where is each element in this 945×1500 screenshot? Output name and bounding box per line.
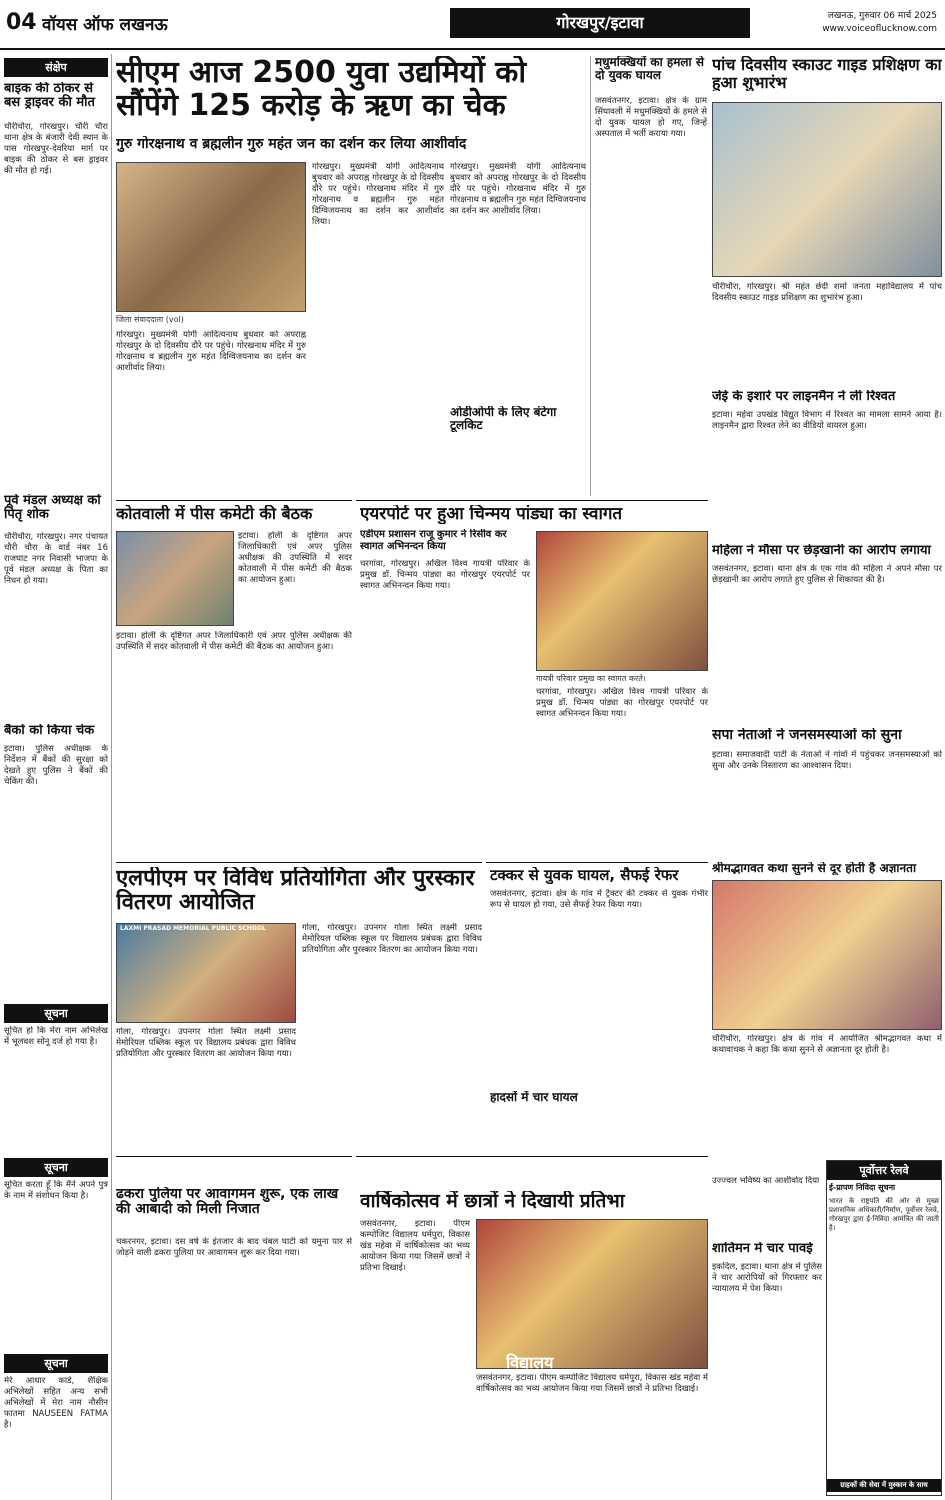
sidebar-story1-headline: बाइक की ठोकर से बस ड्राइवर की मौत	[4, 82, 95, 111]
lpm-story	[116, 862, 482, 1152]
railway-body: भारत के राष्ट्रपति की ओर से मुख्य प्रशासनिक अधिकारी/निर्माण, पूर्वोत्तर रेलवे, गोरखपुर द्वारा ई-निविदा आमंत्रित की जाती है।	[829, 1197, 939, 1233]
page-number: 04	[6, 10, 37, 35]
annual-body-2: जसवंतनगर, इटावा। पीएम कम्पोजिट विद्यालय धर्मपुरा, विकास खंड महेवा में वार्षिकोत्सव का भव्य आयोजन किया गया जिसमें छात्रों ने प्रतिभा दिखाई।	[476, 1373, 708, 1395]
annual-headline: वार्षिकोत्सव में छात्रों ने दिखायी प्रतिभा	[360, 1191, 625, 1212]
katha-story	[712, 862, 942, 1152]
culvert-headline: ढकरा पुलिया पर आवागमन शुरू, एक लाख की आबादी को मिली निजात	[116, 1187, 339, 1218]
sidebar-story3-body: इटावा। पुलिस अधीक्षक के निर्देशन में बैंकों की सुरक्षा को देखते हुए पुलिस ने बैंकों की चेकिंग की।	[4, 744, 108, 788]
lead-headline: सीएम आज 2500 युवा उद्यमियों को सौंपेंगे 125 करोड़ के ऋण का चेक	[116, 56, 527, 122]
paper-name: वॉयस ऑफ लखनऊ	[42, 15, 168, 35]
bees-headline: मधुमक्खियों का हमला से दो युवक घायल	[595, 56, 704, 83]
notice2-label: सूचना	[4, 1158, 108, 1177]
notice1-body: सूचित हो कि मेरा नाम अभिलेख में भूलवश सोनू दर्ज हो गया है।	[4, 1026, 108, 1048]
date-line	[822, 10, 937, 36]
lead-photo-caption: जिला संवाददाता (vol)	[116, 315, 184, 324]
sidebar-label: संक्षेप	[4, 58, 108, 77]
woman-story	[712, 544, 942, 724]
lpm-headline: एलपीएम पर विविध प्रतियोगिता और पुरस्कार वितरण आयोजित	[116, 867, 475, 916]
kotwali-photo	[116, 531, 234, 626]
lpm-body: गोला, गोरखपुर। उपनगर गोला स्थित लक्ष्मी प्रसाद मेमोरियल पब्लिक स्कूल पर विद्यालय प्रबंधक द्वारा विविध प्रतियोगिता और पुरस्कार वितरण का आयोजन किया गया।	[116, 1027, 296, 1060]
katha-photo	[712, 880, 942, 1030]
website-link[interactable]: www.voiceoflucknow.com	[822, 24, 937, 34]
culvert-body: चकरनगर, इटावा। दस वर्ष के इंतजार के बाद चंबल घाटी को यमुना पार से जोड़ने वाली ढकरा पुलिया पर आवागमन शुरू कर दिया गया।	[116, 1237, 352, 1259]
kotwali-body: इटावा। होली के दृष्टिगत अपर जिलाधिकारी एवं अपर पुलिस अधीक्षक की उपस्थिति में सदर कोतवाली में पीस कमेटी की बैठक का आयोजन हुआ।	[116, 631, 352, 653]
railway-label: पूर्वोत्तर रेलवे	[827, 1161, 941, 1180]
scout-headline: पांच दिवसीय स्काउट गाइड प्रशिक्षण का हुआ शुभारंभ	[712, 56, 942, 92]
katha-body: चौरीचौरा, गोरखपुर। क्षेत्र के गांव में आयोजित श्रीमद्भागवत कथा में कथावाचक ने कहा कि कथा सुनने से अज्ञानता दूर होती है।	[712, 1034, 942, 1056]
katha-headline: श्रीमद्भागवत कथा सुनने से दूर होती है अज्ञानता	[712, 862, 917, 875]
sp-headline: सपा नेताओं ने जनसमस्याओं को सुना	[712, 728, 902, 743]
annual-body: जसवंतनगर, इटावा। पीएम कम्पोजिट विद्यालय धर्मपुरा, विकास खंड महेवा में वार्षिकोत्सव का भव्य आयोजन किया गया जिसमें छात्रों ने प्रतिभा दिखाई।	[360, 1219, 470, 1274]
sp-body: इटावा। समाजवादी पार्टी के नेताओं ने गांवों में पहुंचकर जनसमस्याओं को सुना और उनके निस्तारण का आश्वासन दिया।	[712, 750, 942, 772]
airport-photo-caption: गायत्री परिवार प्रमुख का स्वागत करते।	[536, 674, 646, 683]
sidebar-story2-body: चौरीचौरा, गोरखपुर। नगर पंचायत चौरी चौरा के वार्ड नंबर 16 राजघाट नगर निवासी भाजपा के पूर्व मंडल अध्यक्ष के पिता का निधन हो गया।	[4, 532, 108, 587]
sp-story	[712, 728, 942, 858]
scout-body: चौरीचौरा, गोरखपुर। श्री महंत छेदी शर्मा जनता महाविद्यालय में पांच दिवसीय स्काउट गाइड प्रशिक्षण का शुभारंभ हुआ।	[712, 282, 942, 304]
lead-photo	[116, 162, 306, 312]
masthead	[0, 0, 945, 50]
bees-story	[590, 56, 708, 496]
lead-subhead: गुरु गोरक्षनाथ व ब्रह्मलीन गुरु महंत जन का दर्शन कर लिया आशीर्वाद	[116, 136, 467, 152]
sidebar	[0, 54, 112, 1500]
airport-body: चरगांवा, गोरखपुर। अखिल विश्व गायत्री परिवार के प्रमुख डॉ. चिन्मय पांड्या का गोरखपुर एयरपोर्ट पर स्वागत अभिनन्दन किया गया।	[360, 559, 530, 592]
woman-body: जसवंतनगर, इटावा। थाना क्षेत्र के एक गांव की महिला ने अपने मौसा पर छेड़खानी का आरोप लगाते हुए पुलिस से शिकायत की है।	[712, 564, 942, 586]
notice1-label: सूचना	[4, 1004, 108, 1023]
bribe-story	[712, 390, 942, 540]
notice3-body: मेरे आधार कार्ड, शैक्षिक अभिलेखों सहित अन्य सभी अभिलेखों में मेरा नाम नौसीन फातमा NAUSEEN FATMA है।	[4, 1376, 108, 1431]
ambulance-body: इकदिल, इटावा। थाना क्षेत्र में पुलिस ने चार आरोपियों को गिरफ्तार कर न्यायालय में पेश किया।	[712, 1262, 822, 1295]
notice2-body: सूचित करता हूँ कि मैंने अपने पुत्र के नाम में संशोधन किया है।	[4, 1180, 108, 1202]
lpm-photo	[116, 923, 296, 1023]
railway-notice	[826, 1160, 942, 1496]
lead-body-col1: गोरखपुर। मुख्यमंत्री योगी आदित्यनाथ बुधवार को अपराह्न गोरखपुर के दो दिवसीय दौरे पर पहुंचे। गोरखनाथ मंदिर में गुरु गोरक्षनाथ व ब्रह्मलीन गुरु महंत दिग्विजयनाथ का दर्शन कर आशीर्वाद लिया।	[116, 330, 306, 374]
annual-banner: विद्यालय	[506, 1353, 554, 1372]
notice3-label: सूचना	[4, 1354, 108, 1373]
scout-story	[712, 56, 942, 386]
city-banner: गोरखपुर/इटावा	[450, 8, 750, 38]
woman-headline: महिला ने मौसा पर छेड़खानी का आरोप लगाया	[712, 544, 931, 558]
airport-story	[356, 500, 708, 860]
bribe-headline: जेई के इशारे पर लाइनमैन ने ली रिश्वत	[712, 390, 896, 404]
lpm-body-2: गोला, गोरखपुर। उपनगर गोला स्थित लक्ष्मी प्रसाद मेमोरियल पब्लिक स्कूल पर विद्यालय प्रबंधक द्वारा विविध प्रतियोगिता और पुरस्कार वितरण का आयोजन किया गया।	[302, 923, 482, 956]
airport-body-2: चरगांवा, गोरखपुर। अखिल विश्व गायत्री परिवार के प्रमुख डॉ. चिन्मय पांड्या का गोरखपुर एयरपोर्ट पर स्वागत अभिनन्दन किया गया।	[536, 687, 708, 720]
tractor-inset-headline: हादसों में चार घायल	[490, 1091, 578, 1104]
sidebar-story3-headline: बैंकों को किया चेक	[4, 724, 95, 738]
lead-body-col2: गोरखपुर। मुख्यमंत्री योगी आदित्यनाथ बुधवार को अपराह्न गोरखपुर के दो दिवसीय दौरे पर पहुंचे। गोरखनाथ मंदिर में गुरु गोरक्षनाथ व ब्रह्मलीन गुरु महंत दिग्विजयनाथ का दर्शन कर आशीर्वाद लिया।	[312, 162, 444, 228]
lead-story	[116, 56, 586, 496]
ambulance-headline: शातिमन में चार पावई	[712, 1242, 813, 1256]
date: लखनऊ, गुरुवार 06 मार्च 2025	[827, 11, 937, 21]
airport-subhead: एडीएम प्रशासन राजू कुमार ने रिसीव कर स्वागत अभिनन्दन किया	[360, 529, 507, 552]
lead-inset-headline: ओडीओपी के लिए बंटेगा टूलकिट	[450, 406, 557, 433]
kotwali-story	[116, 500, 352, 860]
annual-photo	[476, 1219, 708, 1369]
sidebar-story2-headline: पूर्व मंडल अध्यक्ष को पितृ शोक	[4, 494, 101, 523]
culvert-story	[116, 1156, 352, 1500]
railway-subtitle: ई-प्रापण निविदा सूचना	[829, 1183, 896, 1192]
tractor-headline: टक्कर से युवक घायल, सैफई रेफर	[490, 867, 679, 884]
bottom-right-stories	[712, 1156, 822, 1500]
annual-story	[356, 1156, 708, 1500]
bribe-body: इटावा। महेवा उपखंड विद्युत विभाग में रिश्वत का मामला सामने आया है। लाइनमैन द्वारा रिश्वत लेने का वीडियो वायरल हुआ।	[712, 410, 942, 432]
railway-footer: ग्राहकों की सेवा में मुस्कान के साथ	[827, 1479, 941, 1492]
airport-photo	[536, 531, 708, 671]
bottom-left-text: उज्ज्वल भविष्य का आशीर्वाद दिया	[712, 1176, 820, 1186]
airport-headline: एयरपोर्ट पर हुआ चिन्मय पांड्या का स्वागत	[360, 505, 623, 524]
tractor-body: जसवंतनगर, इटावा। क्षेत्र के गांव में ट्रैक्टर की टक्कर से युवक गंभीर रूप से घायल हो गया, उसे सैफई रेफर किया गया।	[490, 889, 708, 911]
kotwali-body-top: इटावा। होली के दृष्टिगत अपर जिलाधिकारी एवं अपर पुलिस अधीक्षक की उपस्थिति में सदर कोतवाली में पीस कमेटी की बैठक का आयोजन हुआ।	[238, 531, 352, 586]
tractor-story	[486, 862, 708, 1152]
lead-body-col3: गोरखपुर। मुख्यमंत्री योगी आदित्यनाथ बुधवार को अपराह्न गोरखपुर के दो दिवसीय दौरे पर पहुंचे। गोरखनाथ मंदिर में गुरु गोरक्षनाथ व ब्रह्मलीन गुरु महंत दिग्विजयनाथ का दर्शन कर आशीर्वाद लिया।	[450, 162, 586, 217]
sidebar-story1-body: चौरीचौरा, गोरखपुर। चौरी चौरा थाना क्षेत्र के बंजारी देवी स्थान के पास गोरखपुर-देवरिया मार्ग पर बाइक की ठोकर से बस ड्राइवर की मौत हो गई।	[4, 122, 108, 177]
scout-photo	[712, 102, 942, 277]
kotwali-headline: कोतवाली में पीस कमेटी की बैठक	[116, 505, 313, 523]
bees-body: जसवंतनगर, इटावा। क्षेत्र के ग्राम सिंघावली में मधुमक्खियों के हमले से दो युवक घायल हो गए, जिन्हें अस्पताल में भर्ती कराया गया।	[595, 96, 707, 140]
lpm-school-banner: LAXMI PRASAD MEMORIAL PUBLIC SCHOOL	[120, 925, 266, 932]
